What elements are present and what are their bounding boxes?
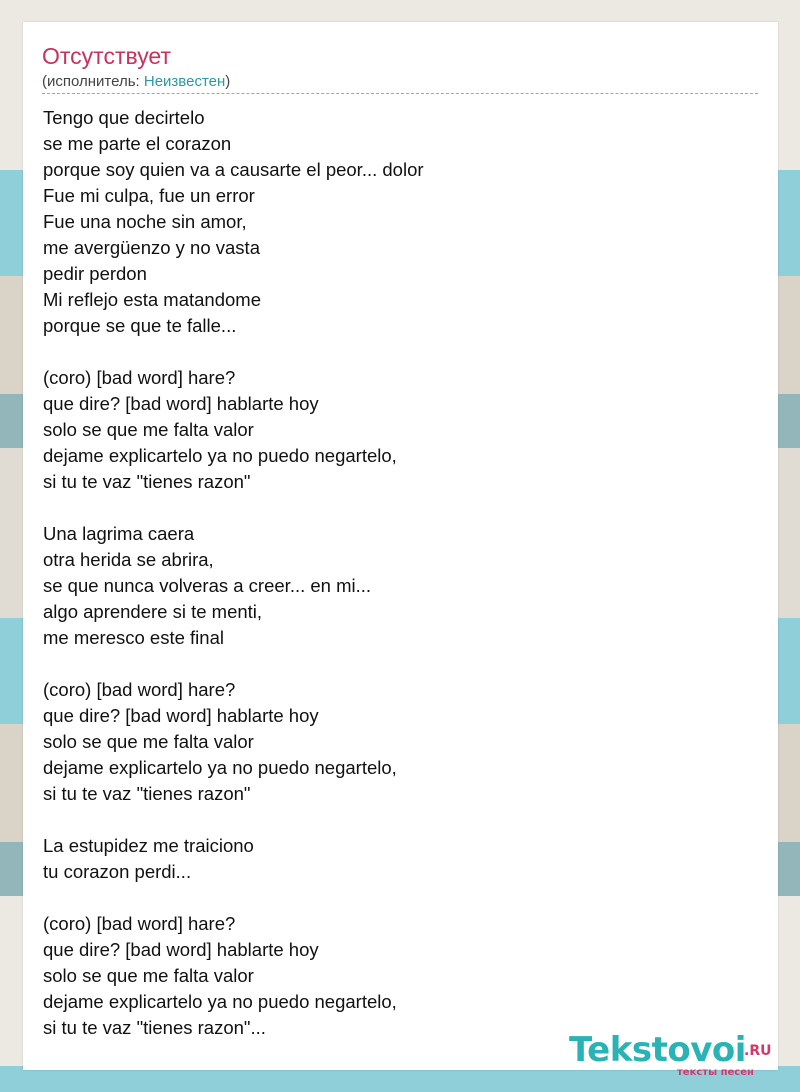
lyric-line: otra herida se abrira, bbox=[43, 549, 214, 570]
lyric-line: se que nunca volveras a creer... en mi... bbox=[43, 575, 372, 596]
artist-link[interactable]: Неизвестен bbox=[143, 73, 226, 90]
song-title: Отсутствует bbox=[42, 43, 171, 69]
logo-tld: .RU bbox=[744, 1043, 772, 1059]
lyric-line: dejame explicartelo ya no puedo negartelo, bbox=[43, 991, 397, 1012]
lyric-line bbox=[43, 807, 743, 833]
lyric-line bbox=[43, 495, 743, 521]
lyric-line: si tu te vaz "tienes razon" bbox=[43, 471, 251, 492]
lyric-line: Mi reflejo esta matandome bbox=[43, 289, 261, 310]
lyrics-text bbox=[43, 105, 743, 1041]
lyric-line bbox=[43, 885, 743, 911]
lyric-line: que dire? [bad word] hablarte hoy bbox=[43, 393, 319, 414]
lyric-line bbox=[43, 339, 743, 365]
artist-suffix: ) bbox=[225, 73, 231, 90]
artist-line bbox=[42, 72, 230, 92]
lyric-line: solo se que me falta valor bbox=[43, 419, 254, 440]
lyric-line: dejame explicartelo ya no puedo negartelo, bbox=[43, 445, 397, 466]
lyric-line: me avergüenzo y no vasta bbox=[43, 237, 260, 258]
lyric-line: si tu te vaz "tienes razon" bbox=[43, 783, 251, 804]
lyric-line: Una lagrima caera bbox=[43, 523, 195, 544]
lyric-line: dejame explicartelo ya no puedo negartelo, bbox=[43, 757, 397, 778]
lyric-line: Fue una noche sin amor, bbox=[43, 211, 247, 232]
site-logo[interactable] bbox=[569, 1030, 779, 1078]
lyric-line: Fue mi culpa, fue un error bbox=[43, 185, 255, 206]
lyric-line: algo aprendere si te menti, bbox=[43, 601, 263, 622]
lyric-line: si tu te vaz "tienes razon"... bbox=[43, 1017, 266, 1038]
lyric-line: me meresco este final bbox=[43, 627, 224, 648]
artist-prefix: (исполнитель: bbox=[42, 73, 144, 90]
lyrics-card bbox=[23, 22, 778, 1078]
lyric-line: (coro) [bad word] hare? bbox=[43, 679, 236, 700]
lyric-line: que dire? [bad word] hablarte hoy bbox=[43, 705, 319, 726]
logo-tagline: тексты песен bbox=[677, 1067, 754, 1078]
lyric-line: tu corazon perdi... bbox=[43, 861, 192, 882]
lyric-line: porque soy quien va a causarte el peor... dolor bbox=[43, 159, 424, 180]
lyric-line: porque se que te falle... bbox=[43, 315, 237, 336]
lyric-line: solo se que me falta valor bbox=[43, 965, 254, 986]
logo-name: Tekstovoi bbox=[569, 1030, 746, 1070]
lyric-line: (coro) [bad word] hare? bbox=[43, 367, 236, 388]
lyric-line: solo se que me falta valor bbox=[43, 731, 254, 752]
lyric-line: pedir perdon bbox=[43, 263, 147, 284]
lyric-line: (coro) [bad word] hare? bbox=[43, 913, 236, 934]
lyric-line: Tengo que decirtelo bbox=[43, 107, 205, 128]
lyric-line: que dire? [bad word] hablarte hoy bbox=[43, 939, 319, 960]
lyric-line: se me parte el corazon bbox=[43, 133, 232, 154]
title-divider bbox=[42, 93, 758, 94]
lyric-line bbox=[43, 651, 743, 677]
lyric-line: La estupidez me traiciono bbox=[43, 835, 254, 856]
